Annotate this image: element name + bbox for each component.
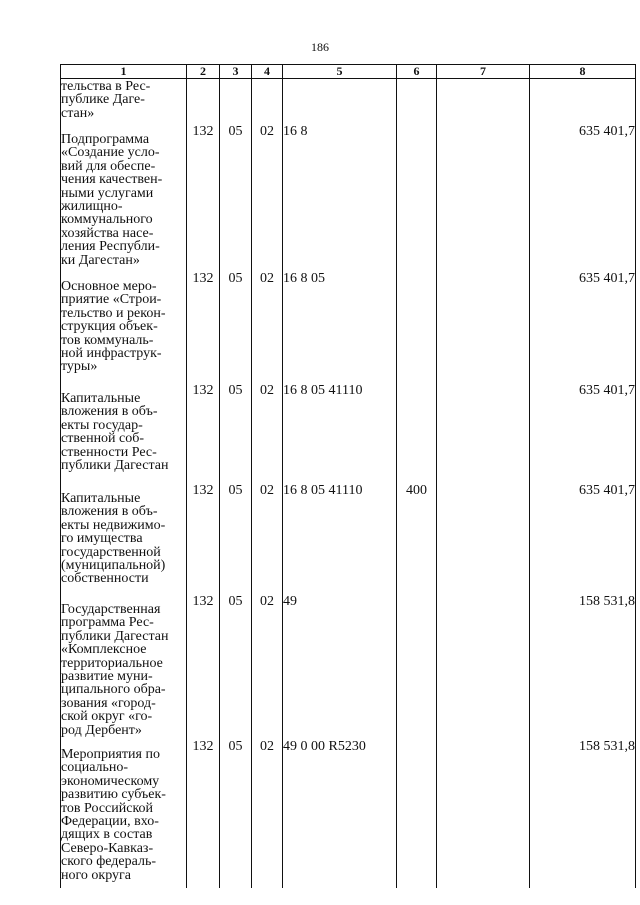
column-7-value xyxy=(437,272,530,384)
row-name: Государственная программа Рес- публики Дагестан «Комплексное территориальное развитие муни- ципального обра- зования «город- ской округ «го- род Дербент» xyxy=(61,602,169,738)
table-row xyxy=(61,272,636,384)
target-article-code xyxy=(283,79,397,126)
row-name: тельства в Рес- публике Даге- стан» xyxy=(61,79,151,121)
row-name: Основное меро- приятие «Строи- тельство и рекон- струкция объек- тов коммуналь- ной инфраструк- туры» xyxy=(61,279,166,375)
row-name-cell xyxy=(61,384,187,484)
column-header-7: 7 xyxy=(437,65,530,79)
column-header-2: 2 xyxy=(187,65,220,79)
row-name-cell xyxy=(61,79,187,126)
target-article-code: 16 8 05 xyxy=(283,272,397,384)
column-header-8: 8 xyxy=(530,65,636,79)
section-code xyxy=(220,79,252,126)
row-name: Подпрограмма «Создание усло- вий для обеспе- чения качествен- ными услугами жилищно- коммунального хозяйства насе- ления Республи- ки Дагестан» xyxy=(61,132,163,268)
table-row xyxy=(61,79,636,126)
ministry-code: 132 xyxy=(187,740,220,888)
amount: 158 531,8 xyxy=(530,595,636,740)
expense-type-code xyxy=(397,79,437,126)
row-name: Мероприятия по социально- экономическому развитию субъек- тов Российской Федерации, вхо- дящих в состав Северо-Кавказ- ского федераль- ного округа xyxy=(61,747,166,883)
subsection-code: 02 xyxy=(252,740,283,888)
section-code: 05 xyxy=(220,125,252,272)
expense-type-code xyxy=(397,272,437,384)
target-article-code: 49 xyxy=(283,595,397,740)
budget-table xyxy=(60,64,636,888)
target-article-code: 16 8 05 41110 xyxy=(283,384,397,484)
amount: 158 531,8 xyxy=(530,740,636,888)
subsection-code: 02 xyxy=(252,484,283,595)
column-7-value xyxy=(437,595,530,740)
section-code: 05 xyxy=(220,484,252,595)
target-article-code: 16 8 xyxy=(283,125,397,272)
section-code: 05 xyxy=(220,740,252,888)
column-header-6: 6 xyxy=(397,65,437,79)
column-header-1: 1 xyxy=(61,65,187,79)
subsection-code xyxy=(252,79,283,126)
amount xyxy=(530,79,636,126)
ministry-code xyxy=(187,79,220,126)
column-7-value xyxy=(437,79,530,126)
row-name-cell xyxy=(61,125,187,272)
expense-type-code xyxy=(397,125,437,272)
section-code: 05 xyxy=(220,384,252,484)
column-header-3: 3 xyxy=(220,65,252,79)
ministry-code: 132 xyxy=(187,125,220,272)
section-code: 05 xyxy=(220,272,252,384)
section-code: 05 xyxy=(220,595,252,740)
ministry-code: 132 xyxy=(187,384,220,484)
column-header-4: 4 xyxy=(252,65,283,79)
target-article-code: 16 8 05 41110 xyxy=(283,484,397,595)
table-row xyxy=(61,595,636,740)
ministry-code: 132 xyxy=(187,272,220,384)
column-header-5: 5 xyxy=(283,65,397,79)
ministry-code: 132 xyxy=(187,595,220,740)
expense-type-code: 400 xyxy=(397,484,437,595)
row-name: Капитальные вложения в объ- екты недвижимо- го имущества государственной (муниципальной) собственности xyxy=(61,491,166,587)
column-7-value xyxy=(437,484,530,595)
table-row xyxy=(61,484,636,595)
table-row xyxy=(61,125,636,272)
expense-type-code xyxy=(397,740,437,888)
row-name: Капитальные вложения в объ- екты государ- ственной соб- ственности Рес- публики Дагестан xyxy=(61,391,169,474)
subsection-code: 02 xyxy=(252,125,283,272)
amount: 635 401,7 xyxy=(530,125,636,272)
row-name-cell xyxy=(61,272,187,384)
amount: 635 401,7 xyxy=(530,272,636,384)
amount: 635 401,7 xyxy=(530,484,636,595)
row-name-cell xyxy=(61,484,187,595)
page-number: 186 xyxy=(311,40,329,54)
expense-type-code xyxy=(397,595,437,740)
row-name-cell xyxy=(61,740,187,888)
table-row xyxy=(61,740,636,888)
column-7-value xyxy=(437,125,530,272)
subsection-code: 02 xyxy=(252,595,283,740)
subsection-code: 02 xyxy=(252,272,283,384)
ministry-code: 132 xyxy=(187,484,220,595)
amount: 635 401,7 xyxy=(530,384,636,484)
target-article-code: 49 0 00 R5230 xyxy=(283,740,397,888)
column-7-value xyxy=(437,740,530,888)
row-name-cell xyxy=(61,595,187,740)
table-header-row xyxy=(61,65,636,79)
column-7-value xyxy=(437,384,530,484)
expense-type-code xyxy=(397,384,437,484)
subsection-code: 02 xyxy=(252,384,283,484)
table-row xyxy=(61,384,636,484)
